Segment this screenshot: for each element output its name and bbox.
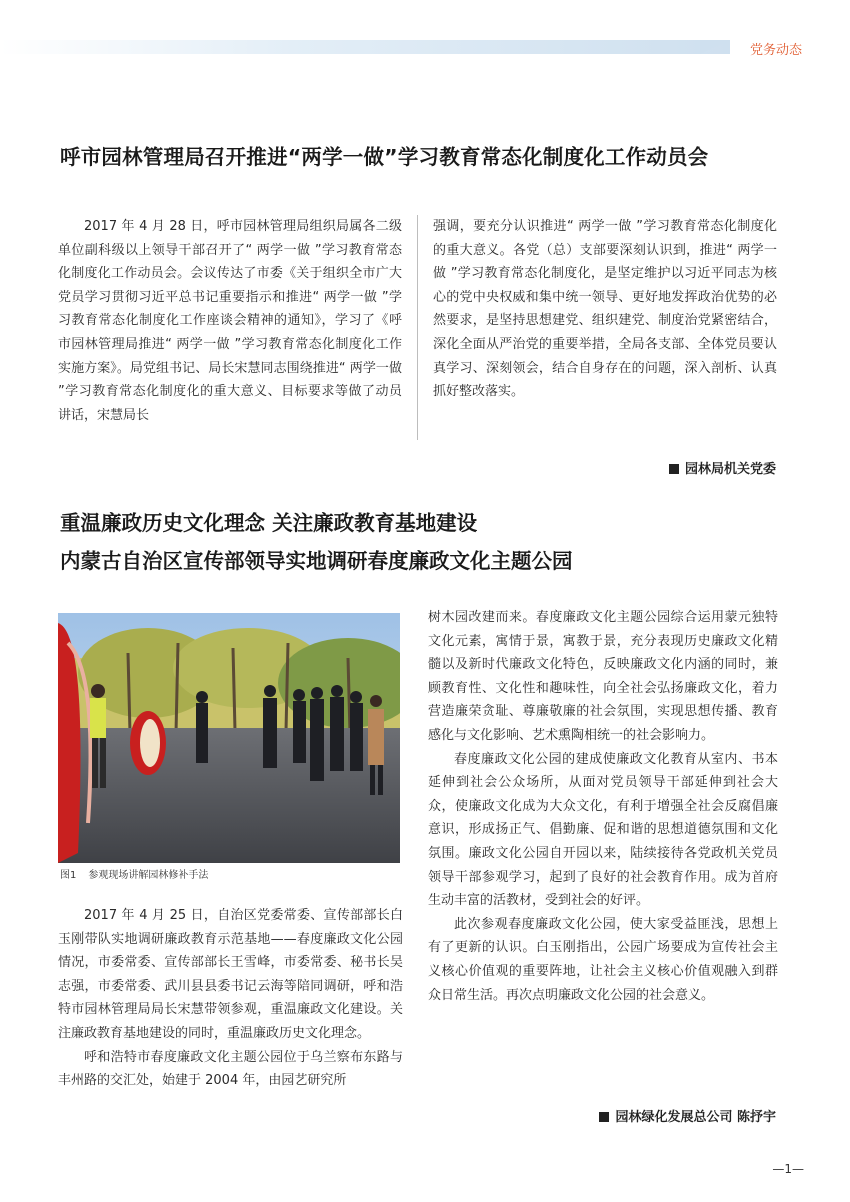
figure-caption bbox=[60, 866, 208, 881]
article2-title-line1: 重温廉政历史文化理念 关注廉政教育基地建设 bbox=[60, 511, 478, 535]
article2-right-column bbox=[428, 606, 778, 1007]
article2-paragraph: 春度廉政文化公园的建成使廉政文化教育从室内、书本延伸到社会公众场所，从面对党员领导干部延伸到社会大众，使廉政文化成为大众文化，有利于增强全社会反腐倡廉意识，形成扬正气、倡勤廉、促和谐的思想道德氛围和文化氛围。廉政文化公园自开园以来，陆续接待各党政机关党员领导干部参观学习，起到了良好的社会教育作用。成为首府生动丰富的活教材，受到社会的好评。 bbox=[428, 751, 778, 909]
article2-paragraph: 呼和浩特市春度廉政文化主题公园位于乌兰察布东路与丰州路的交汇处，始建于 2004 年，由园艺研究所 bbox=[58, 1049, 403, 1089]
figure-number: 图1 bbox=[60, 870, 77, 881]
article1-paragraph: 强调，要充分认识推进“ 两学一做 ”学习教育常态化制度化的重大意义。各党（总）支部要深刻认识到，推进“ 两学一做 ”学习教育常态化制度化，是坚定维护以习近平同志为核心的党中央权威和集中统一领导、更好地发挥政治优势的必然要求，是坚持思想建党、组织建党、制度治党紧密结合，深化全面从严治党的重要举措，全局各支部、全体党员要认真学习、深刻领会，结合自身存在的问题，深入剖析、认真抓好整改落实。 bbox=[433, 219, 777, 400]
article2-byline-text: 园林绿化发展总公司 陈抒宇 bbox=[615, 1110, 776, 1125]
article1-paragraph: 2017 年 4 月 28 日，呼市园林管理局组织局属各二级单位副科级以上领导干部召开了“ 两学一做 ”学习教育常态化制度化工作动员会。会议传达了市委《关于组织全市广大党员学习贯彻习近平总书记重要指示和推进“ 两学一做 ”学习教育常态化制度化工作座谈会精神的通知》，学习了《呼市园林管理局推进“ 两学一做 ”学习教育常态化制度化工作实施方案》。局党组书记、局长宋慧同志围绕推进“ 两学一做 ”学习教育常态化制度化的重大意义、目标要求等做了动员讲话，宋慧局长 bbox=[58, 219, 402, 423]
section-label: 党务动态 bbox=[749, 43, 802, 58]
article2-photo bbox=[58, 613, 400, 863]
article2-paragraph: 此次参观春度廉政文化公园，使大家受益匪浅，思想上有了更新的认识。白玉刚指出，公园广场要成为宣传社会主义核心价值观的重要阵地，让社会主义核心价值观融入到群众日常生活。再次点明廉政文化公园的社会意义。 bbox=[428, 916, 778, 1003]
square-bullet-icon bbox=[599, 1112, 609, 1122]
article1-byline-text: 园林局机关党委 bbox=[684, 462, 776, 477]
article1-title: 呼市园林管理局召开推进“两学一做”学习教育常态化制度化工作动员会 bbox=[60, 145, 709, 169]
figure-caption-text: 参观现场讲解园林修补手法 bbox=[88, 870, 209, 881]
article2-left-column bbox=[58, 904, 403, 1093]
article2-title-line2: 内蒙古自治区宣传部领导实地调研春度廉政文化主题公园 bbox=[60, 549, 573, 573]
article2-paragraph: 树木园改建而来。春度廉政文化主题公园综合运用蒙元独特文化元素，寓情于景，寓教于景，充分表现历史廉政文化精髓以及新时代廉政文化特色，反映廉政文化内涵的同时，兼顾教育性、文化性和趣味性，向全社会弘扬廉政文化，着力营造廉荣贪耻、尊廉敬廉的社会氛围，实现思想传播、教育感化与文化影响、艺术熏陶相统一的社会影响力。 bbox=[428, 610, 778, 743]
article1-right-column bbox=[433, 215, 777, 404]
page-number: —1— bbox=[772, 1162, 804, 1176]
header-band-tip bbox=[700, 40, 730, 54]
article1-byline bbox=[669, 458, 776, 477]
column-divider bbox=[417, 215, 418, 440]
article1-left-column bbox=[58, 215, 402, 427]
header-band bbox=[0, 40, 730, 54]
square-bullet-icon bbox=[669, 464, 679, 474]
article2-paragraph: 2017 年 4 月 25 日，自治区党委常委、宣传部部长白玉刚带队实地调研廉政教育示范基地——春度廉政文化公园情况，市委常委、宣传部部长王雪峰，市委常委、秘书长吴志强，市委常委、武川县县委书记云海等陪同调研，呼和浩特市园林管理局局长宋慧带领参观，重温廉政文化建设。关注廉政教育基地建设的同时，重温廉政历史文化理念。 bbox=[58, 908, 403, 1041]
article2-byline bbox=[599, 1106, 776, 1125]
